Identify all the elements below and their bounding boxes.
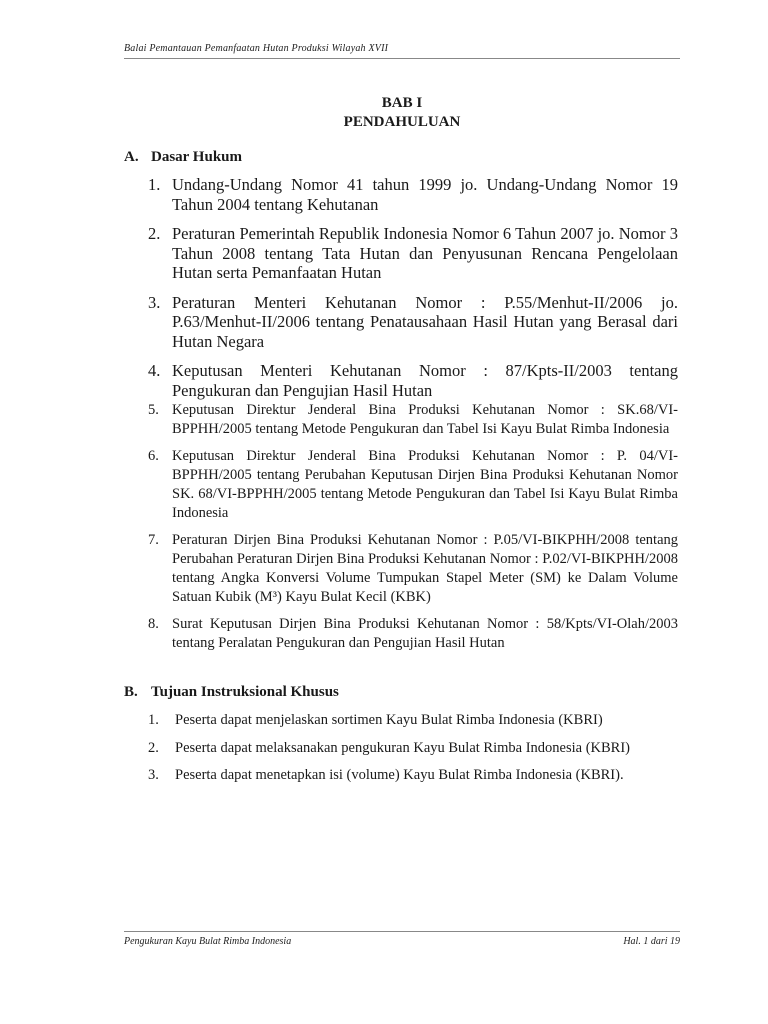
item-text: Surat Keputusan Dirjen Bina Produksi Kehutanan Nomor : 58/Kpts/VI-Olah/2003 tentang Peralatan Pengukuran dan Pengujian Hasil Hutan [172, 616, 678, 651]
legal-basis-item [148, 293, 678, 352]
objectives-list [148, 711, 678, 794]
item-text: Peraturan Dirjen Bina Produksi Kehutanan Nomor : P.05/VI-BIKPHH/2008 tentang Perubahan Peraturan Dirjen Bina Produksi Kehutanan Nomor : P.02/VI-BIKPHH/2008 tentang Angka Konversi Volume Tumpukan Stapel Meter (SM) ke Dalam Volume Satuan Kubik (M³) Kayu Bulat Kecil (KBK) [172, 532, 678, 605]
item-text: Peserta dapat menetapkan isi (volume) Kayu Bulat Rimba Indonesia (KBRI). [175, 767, 624, 783]
section-a-heading [124, 149, 242, 166]
legal-basis-list-main [148, 175, 678, 410]
item-text: Peserta dapat melaksanakan pengukuran Kayu Bulat Rimba Indonesia (KBRI) [175, 739, 631, 756]
section-b-title: Tujuan Instruksional Khusus [151, 684, 339, 700]
running-header: Balai Pemantauan Pemanfaatan Hutan Produksi Wilayah XVII [124, 43, 389, 54]
section-b-letter: B. [124, 684, 138, 700]
legal-basis-list-continued [148, 401, 678, 661]
section-a-title: Dasar Hukum [151, 149, 242, 165]
legal-basis-item [148, 175, 678, 214]
chapter-title: PENDAHULUAN [343, 114, 461, 130]
item-number: 1. [148, 175, 161, 194]
item-number: 2. [148, 224, 161, 243]
legal-basis-item [148, 447, 678, 523]
legal-basis-item [148, 224, 678, 283]
item-text: Peserta dapat menjelaskan sortimen Kayu Bulat Rimba Indonesia (KBRI) [175, 712, 603, 728]
item-number: 1. [148, 712, 159, 728]
legal-basis-item [148, 401, 678, 439]
objective-item [148, 766, 678, 785]
item-number: 8. [148, 616, 159, 632]
footer-document-title: Pengukuran Kayu Bulat Rimba Indonesia [124, 936, 292, 947]
header-divider [124, 58, 680, 59]
section-a-letter: A. [124, 149, 139, 165]
item-number: 2. [148, 739, 159, 756]
item-number: 6. [148, 448, 159, 464]
objective-item [148, 739, 678, 758]
item-text: Keputusan Menteri Kehutanan Nomor : 87/Kpts-II/2003 tentang Pengukuran dan Pengujian Hasil Hutan [172, 361, 678, 400]
objective-item [148, 711, 678, 730]
item-number: 5. [148, 402, 159, 418]
item-text: Peraturan Menteri Kehutanan Nomor : P.55/Menhut-II/2006 jo. P.63/Menhut-II/2006 tentang Penatausahaan Hasil Hutan yang Berasal dari Hutan Negara [172, 292, 678, 351]
legal-basis-item [148, 531, 678, 607]
item-number: 3. [148, 292, 161, 312]
item-text: Peraturan Pemerintah Republik Indonesia Nomor 6 Tahun 2007 jo. Nomor 3 Tahun 2008 tentang Tata Hutan dan Penyusunan Rencana Pengelolaan Hutan serta Pemanfaatan Hutan [172, 224, 678, 282]
item-text: Keputusan Direktur Jenderal Bina Produksi Kehutanan Nomor : SK.68/VI-BPPHH/2005 tentang Metode Pengukuran dan Tabel Isi Kayu Bulat Rimba Indonesia [172, 402, 678, 437]
item-number: 7. [148, 532, 159, 548]
footer-divider [124, 931, 680, 932]
item-text: Undang-Undang Nomor 41 tahun 1999 jo. Undang-Undang Nomor 19 Tahun 2004 tentang Kehutanan [172, 175, 678, 214]
chapter-number: BAB I [381, 95, 423, 111]
legal-basis-item [148, 361, 678, 400]
section-b-heading [124, 684, 339, 701]
page-number: Hal. 1 dari 19 [623, 936, 680, 947]
chapter-heading [124, 94, 680, 132]
item-text: Keputusan Direktur Jenderal Bina Produksi Kehutanan Nomor : P. 04/VI-BPPHH/2005 tentang Perubahan Keputusan Dirjen Bina Produksi Kehutanan Nomor SK. 68/VI-BPPHH/2005 tentang Metode Pengukuran dan Tabel Isi Kayu Bulat Rimba Indonesia [172, 448, 678, 521]
legal-basis-item [148, 615, 678, 653]
item-number: 3. [148, 767, 159, 783]
item-number: 4. [148, 361, 161, 380]
